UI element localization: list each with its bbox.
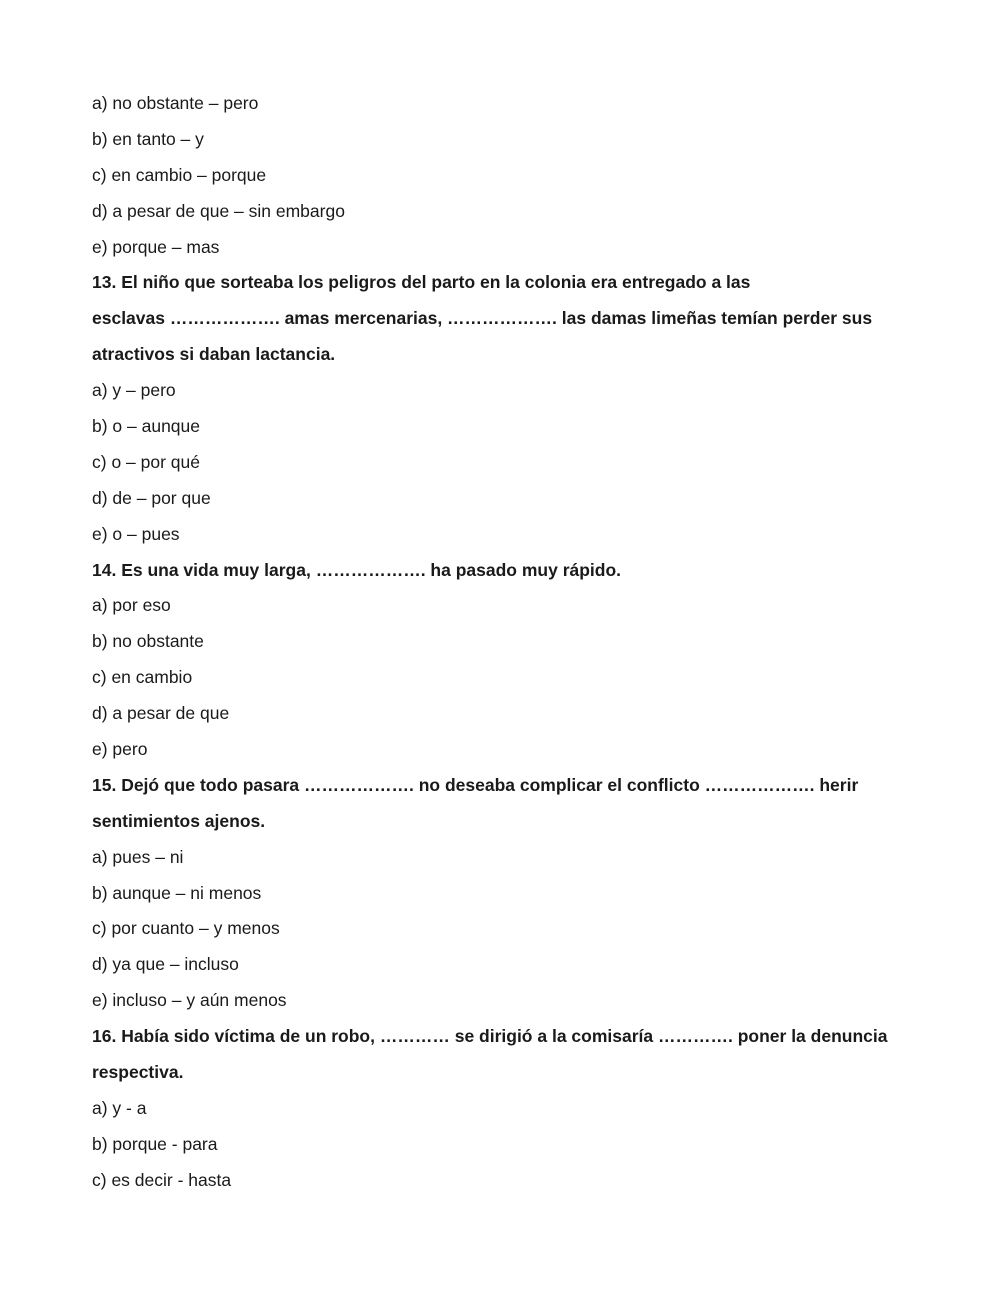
- question-16-text-line-2: respectiva.: [92, 1062, 184, 1083]
- option-13-a[interactable]: a) y – pero: [92, 380, 176, 401]
- option-15-d[interactable]: d) ya que – incluso: [92, 954, 239, 975]
- question-15-text-line-1: 15. Dejó que todo pasara ………………. no deseaba complicar el conflicto ………………. herir: [92, 774, 859, 795]
- option-13-b[interactable]: b) o – aunque: [92, 416, 201, 437]
- option-12-d[interactable]: d) a pesar de que – sin embargo: [92, 200, 345, 221]
- option-16-b[interactable]: b) porque - para: [92, 1133, 218, 1154]
- option-12-e[interactable]: e) porque – mas: [92, 236, 220, 257]
- question-14: [92, 553, 922, 768]
- option-14-d[interactable]: d) a pesar de que: [92, 703, 230, 724]
- option-15-c[interactable]: c) por cuanto – y menos: [92, 918, 280, 939]
- option-13-d[interactable]: d) de – por que: [92, 487, 211, 508]
- option-15-b[interactable]: b) aunque – ni menos: [92, 882, 262, 903]
- question-13-text-line-3: atractivos si daban lactancia.: [92, 344, 336, 365]
- option-12-c[interactable]: c) en cambio – porque: [92, 164, 267, 185]
- option-13-c[interactable]: c) o – por qué: [92, 451, 200, 472]
- option-12-b[interactable]: b) en tanto – y: [92, 128, 204, 149]
- question-14-text-line-1: 14. Es una vida muy larga, ………………. ha pasado muy rápido.: [92, 559, 622, 580]
- option-13-e[interactable]: e) o – pues: [92, 523, 180, 544]
- option-15-a[interactable]: a) pues – ni: [92, 846, 184, 867]
- question-13-text-line-1: 13. El niño que sorteaba los peligros del parto en la colonia era entregado a las: [92, 272, 751, 293]
- option-14-e[interactable]: e) pero: [92, 739, 148, 760]
- question-13: [92, 265, 922, 552]
- option-16-c[interactable]: c) es decir - hasta: [92, 1169, 232, 1190]
- question-13-text-line-2: esclavas ………………. amas mercenarias, ………………. las damas limeñas temían perder sus: [92, 308, 873, 329]
- question-15-text-line-2: sentimientos ajenos.: [92, 810, 266, 831]
- question-12-options: [92, 86, 922, 265]
- option-12-a[interactable]: a) no obstante – pero: [92, 93, 259, 113]
- question-16: [92, 1019, 922, 1198]
- option-14-c[interactable]: c) en cambio: [92, 667, 193, 688]
- question-16-text-line-1: 16. Había sido víctima de un robo, ………… se dirigió a la comisaría …………. poner la denuncia: [92, 1026, 888, 1047]
- option-14-a[interactable]: a) por eso: [92, 595, 171, 616]
- option-15-e[interactable]: e) incluso – y aún menos: [92, 990, 287, 1011]
- question-15: [92, 768, 922, 1019]
- worksheet-page: [92, 86, 922, 1199]
- option-14-b[interactable]: b) no obstante: [92, 631, 204, 652]
- option-16-a[interactable]: a) y - a: [92, 1097, 147, 1118]
